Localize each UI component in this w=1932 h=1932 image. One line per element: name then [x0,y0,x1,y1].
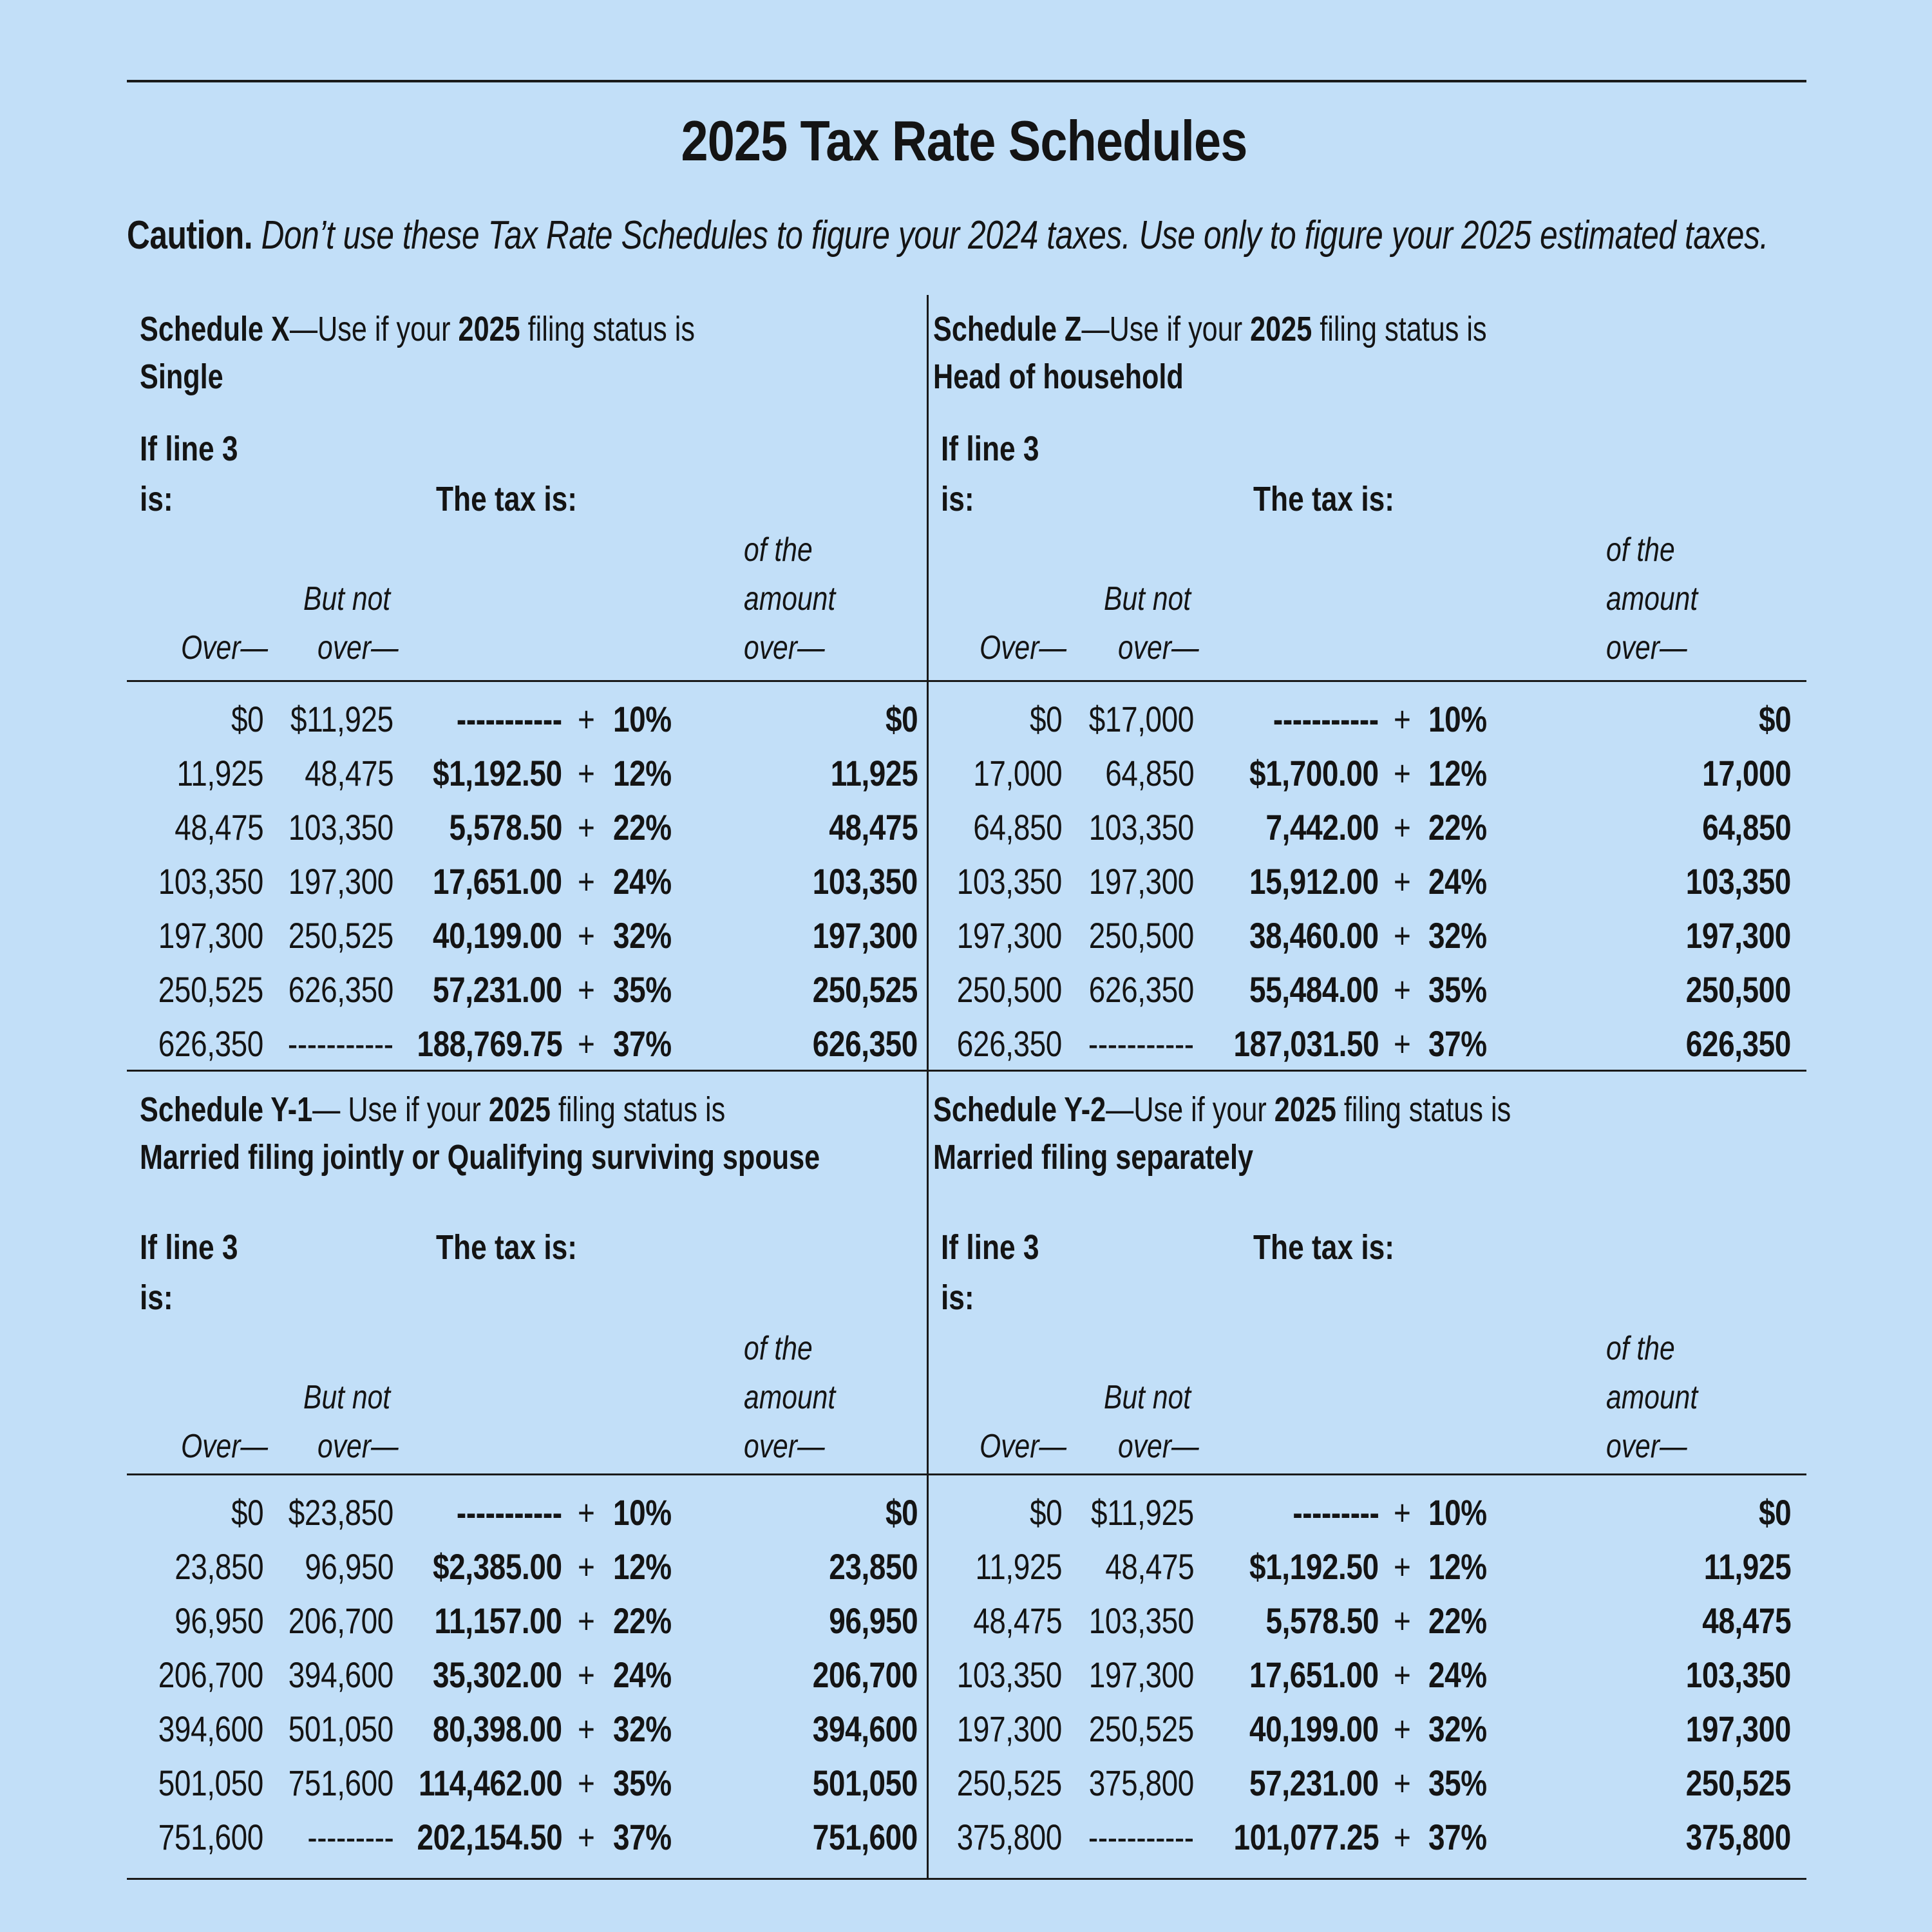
cell-base-tax: 7,442.00 [1265,807,1379,848]
cell-of-amount-over: 501,050 [812,1763,918,1803]
cell-base-tax: $1,700.00 [1249,753,1379,793]
table-row [929,1600,1806,1651]
cell-of-amount-over: 250,525 [812,969,918,1010]
cell-plus: + [1394,1654,1411,1695]
is-label: is: [140,1278,173,1317]
table-row [929,1023,1806,1074]
cell-but-not-over: 501,050 [288,1709,393,1749]
cell-over: 103,350 [956,861,1062,902]
cell-but-not-over: 206,700 [288,1600,393,1641]
cell-plus: + [1394,807,1411,848]
schedule-year: 2025 [1250,310,1312,348]
cell-rate: 12% [613,753,672,793]
schedule-status-text: filing status is [1336,1090,1511,1129]
cell-but-not-over: 250,525 [288,915,393,956]
cell-of-amount-over: $0 [1758,1492,1791,1533]
cell-plus: + [578,1709,595,1749]
cell-base-tax: $1,192.50 [1249,1546,1379,1587]
table-row [929,752,1806,804]
cell-but-not-over: 250,500 [1088,915,1194,956]
cell-over: 64,850 [973,807,1062,848]
cell-of-amount-over: 394,600 [812,1709,918,1749]
cell-plus: + [1394,1763,1411,1803]
cell-plus: + [1394,1709,1411,1749]
cell-but-not-over: 626,350 [1088,969,1194,1010]
cell-over: 197,300 [956,1709,1062,1749]
cell-of-amount-over: 103,350 [1685,861,1791,902]
amount-over-label: over— [1606,629,1687,667]
tax-is-label: The tax is: [436,1228,578,1267]
schedule-dash: — [1081,310,1110,348]
schedule-year: 2025 [1274,1090,1336,1129]
cell-base-tax: ----------- [457,1492,562,1533]
table-row [929,1492,1806,1543]
cell-but-not-over: 103,350 [1088,807,1194,848]
cell-but-not-over: $23,850 [288,1492,393,1533]
amount-over-label: over— [744,629,825,667]
table-row [127,1600,927,1651]
schedule-use-text: Use if your [1109,310,1251,348]
cell-over: 197,300 [956,915,1062,956]
cell-but-not-over: 197,300 [1088,861,1194,902]
cell-base-tax: 38,460.00 [1249,915,1379,956]
table-row [127,860,927,912]
cell-of-amount-over: 626,350 [1685,1023,1791,1064]
cell-plus: + [578,861,595,902]
amount-over-label: over— [1606,1428,1687,1465]
cell-rate: 32% [613,1709,672,1749]
if-line-label: If line 3 [140,430,238,468]
table-row [929,806,1806,858]
page-title: 2025 Tax Rate Schedules [681,109,1247,173]
cell-over: 48,475 [973,1600,1062,1641]
of-the-label: of the [1606,531,1675,569]
table-row [127,1762,927,1814]
cell-over: 48,475 [175,807,263,848]
tax-is-label: The tax is: [1253,1228,1395,1267]
cell-but-not-over: 103,350 [288,807,393,848]
of-the-label: of the [744,1330,813,1367]
cell-base-tax: 188,769.75 [417,1023,562,1064]
cell-over: 394,600 [158,1709,263,1749]
cell-plus: + [1394,1817,1411,1857]
table-row [127,969,927,1020]
cell-base-tax: 55,484.00 [1249,969,1379,1010]
cell-of-amount-over: 96,950 [829,1600,918,1641]
table-row [929,860,1806,912]
cell-of-amount-over: 751,600 [812,1817,918,1857]
cell-base-tax: 57,231.00 [1249,1763,1379,1803]
cell-but-not-over: ----------- [1088,1023,1194,1064]
upper-header-rule [127,680,1806,682]
cell-rate: 35% [613,969,672,1010]
cell-rate: 10% [613,699,672,739]
cell-of-amount-over: 48,475 [1702,1600,1791,1641]
cell-of-amount-over: 250,525 [1685,1763,1791,1803]
cell-over: $0 [1029,1492,1062,1533]
is-label: is: [941,480,974,518]
cell-base-tax: 40,199.00 [433,915,562,956]
schedule-heading [933,1090,1511,1130]
cell-rate: 24% [613,861,672,902]
cell-base-tax: 15,912.00 [1249,861,1379,902]
table-row [929,1654,1806,1705]
of-the-label: of the [744,531,813,569]
cell-plus: + [1394,1492,1411,1533]
cell-base-tax: $2,385.00 [433,1546,562,1587]
cell-rate: 12% [613,1546,672,1587]
schedule-use-text: Use if your [317,310,459,348]
table-row [127,752,927,804]
cell-of-amount-over: 11,925 [1703,1546,1791,1587]
schedule-dash: — [312,1090,348,1129]
cell-over: 197,300 [158,915,263,956]
cell-over: $0 [1029,699,1062,739]
cell-over: 206,700 [158,1654,263,1695]
cell-rate: 10% [613,1492,672,1533]
cell-rate: 12% [1428,1546,1487,1587]
caution-note [127,213,1768,258]
cell-rate: 37% [613,1817,672,1857]
table-row [127,1708,927,1759]
schedule-use-text: Use if your [348,1090,489,1129]
cell-base-tax: 202,154.50 [417,1817,562,1857]
cell-of-amount-over: 206,700 [812,1654,918,1695]
filing-status: Single [140,357,223,396]
cell-plus: + [1394,1600,1411,1641]
but-not-over-label: over— [317,1428,399,1465]
table-row [127,1023,927,1074]
cell-of-amount-over: 23,850 [829,1546,918,1587]
schedule-heading [140,309,695,349]
bottom-rule [127,1878,1806,1880]
cell-over: 250,500 [956,969,1062,1010]
cell-but-not-over: $11,925 [290,699,393,739]
cell-of-amount-over: 626,350 [812,1023,918,1064]
cell-of-amount-over: 17,000 [1702,753,1791,793]
cell-plus: + [578,1763,595,1803]
schedule-dash: — [1106,1090,1134,1129]
cell-base-tax: 40,199.00 [1249,1709,1379,1749]
cell-plus: + [1394,1546,1411,1587]
cell-base-tax: 5,578.50 [1265,1600,1379,1641]
of-the-label: of the [1606,1330,1675,1367]
cell-rate: 32% [1428,1709,1487,1749]
cell-plus: + [1394,699,1411,739]
cell-over: 751,600 [158,1817,263,1857]
tax-is-label: The tax is: [1253,480,1395,518]
cell-over: 501,050 [158,1763,263,1803]
cell-base-tax: 187,031.50 [1233,1023,1379,1064]
amount-label: amount [744,580,836,618]
cell-plus: + [1394,915,1411,956]
cell-base-tax: 80,398.00 [433,1709,562,1749]
cell-but-not-over: 626,350 [288,969,393,1010]
cell-of-amount-over: 197,300 [1685,915,1791,956]
cell-but-not-over: 394,600 [288,1654,393,1695]
cell-plus: + [1394,753,1411,793]
cell-plus: + [578,807,595,848]
over-label: Over— [980,1428,1067,1465]
cell-of-amount-over: 197,300 [812,915,918,956]
but-not-over-label: over— [317,629,399,667]
cell-plus: + [578,1600,595,1641]
cell-but-not-over: 197,300 [1088,1654,1194,1695]
schedule-status-text: filing status is [520,310,695,348]
tax-is-label: The tax is: [436,480,578,518]
cell-of-amount-over: 103,350 [1685,1654,1791,1695]
cell-rate: 35% [1428,969,1487,1010]
cell-over: 17,000 [973,753,1062,793]
cell-plus: + [1394,861,1411,902]
cell-of-amount-over: 250,500 [1685,969,1791,1010]
cell-of-amount-over: $0 [1758,699,1791,739]
schedule-year: 2025 [488,1090,551,1129]
cell-base-tax: 101,077.25 [1233,1817,1379,1857]
top-rule [127,80,1806,82]
cell-of-amount-over: $0 [885,1492,918,1533]
cell-plus: + [578,1817,595,1857]
table-row [127,1492,927,1543]
cell-of-amount-over: 375,800 [1685,1817,1791,1857]
cell-plus: + [578,1492,595,1533]
table-row [127,914,927,966]
table-row [929,969,1806,1020]
cell-rate: 10% [1428,1492,1487,1533]
cell-over: 96,950 [175,1600,263,1641]
cell-rate: 32% [613,915,672,956]
schedule-heading [140,1090,725,1130]
cell-plus: + [578,1023,595,1064]
cell-rate: 24% [1428,861,1487,902]
cell-plus: + [1394,1023,1411,1064]
schedule-status-text: filing status is [1312,310,1487,348]
cell-rate: 37% [613,1023,672,1064]
if-line-label: If line 3 [140,1228,238,1267]
cell-rate: 35% [1428,1763,1487,1803]
cell-over: 103,350 [158,861,263,902]
but-not-label: But not [303,1379,391,1416]
cell-but-not-over: $11,925 [1091,1492,1194,1533]
is-label: is: [140,480,173,518]
schedule-name: Schedule Y-1 [140,1090,313,1129]
if-line-label: If line 3 [941,430,1039,468]
cell-but-not-over: 751,600 [288,1763,393,1803]
filing-status: Head of household [933,357,1184,396]
cell-rate: 24% [1428,1654,1487,1695]
over-label: Over— [181,629,269,667]
cell-base-tax: 5,578.50 [449,807,562,848]
cell-over: 11,925 [176,753,263,793]
cell-over: 11,925 [975,1546,1062,1587]
cell-rate: 22% [1428,1600,1487,1641]
amount-label: amount [1606,1379,1698,1416]
cell-of-amount-over: 64,850 [1702,807,1791,848]
but-not-label: But not [1104,1379,1191,1416]
cell-over: $0 [231,1492,263,1533]
cell-but-not-over: 250,525 [1088,1709,1194,1749]
filing-status: Married filing jointly or Qualifying surviving spouse [140,1138,820,1177]
cell-base-tax: 114,462.00 [418,1763,562,1803]
table-row [929,698,1806,750]
table-row [929,1546,1806,1597]
but-not-label: But not [1104,580,1191,618]
but-not-label: But not [303,580,391,618]
cell-rate: 22% [613,807,672,848]
table-row [929,1816,1806,1868]
schedule-heading [933,309,1487,349]
cell-base-tax: ----------- [1273,699,1379,739]
cell-rate: 12% [1428,753,1487,793]
schedule-name: Schedule Y-2 [933,1090,1106,1129]
table-row [127,1816,927,1868]
schedule-use-text: Use if your [1133,1090,1274,1129]
cell-plus: + [1394,969,1411,1010]
amount-label: amount [1606,580,1698,618]
cell-plus: + [578,915,595,956]
cell-plus: + [578,699,595,739]
cell-over: 250,525 [956,1763,1062,1803]
cell-of-amount-over: 197,300 [1685,1709,1791,1749]
schedule-name: Schedule Z [933,310,1082,348]
cell-base-tax: --------- [1293,1492,1379,1533]
but-not-over-label: over— [1118,1428,1199,1465]
schedule-name: Schedule X [140,310,290,348]
cell-base-tax: 17,651.00 [1249,1654,1379,1695]
if-line-label: If line 3 [941,1228,1039,1267]
cell-over: 23,850 [175,1546,263,1587]
table-row [127,698,927,750]
caution-label: Caution. [127,213,253,258]
cell-but-not-over: 375,800 [1088,1763,1194,1803]
cell-base-tax: 17,651.00 [433,861,562,902]
cell-of-amount-over: 103,350 [812,861,918,902]
cell-of-amount-over: $0 [885,699,918,739]
amount-label: amount [744,1379,836,1416]
cell-rate: 22% [1428,807,1487,848]
cell-rate: 37% [1428,1023,1487,1064]
cell-over: 103,350 [956,1654,1062,1695]
table-row [929,1708,1806,1759]
cell-but-not-over: 64,850 [1105,753,1194,793]
over-label: Over— [181,1428,269,1465]
cell-over: 626,350 [158,1023,263,1064]
table-row [127,1546,927,1597]
cell-plus: + [578,1546,595,1587]
is-label: is: [941,1278,974,1317]
cell-but-not-over: 48,475 [1105,1546,1194,1587]
cell-but-not-over: $17,000 [1088,699,1194,739]
cell-over: $0 [231,699,263,739]
cell-but-not-over: ----------- [1088,1817,1194,1857]
cell-base-tax: ----------- [457,699,562,739]
cell-of-amount-over: 11,925 [830,753,918,793]
cell-base-tax: 11,157.00 [434,1600,562,1641]
cell-rate: 35% [613,1763,672,1803]
schedule-year: 2025 [458,310,520,348]
filing-status: Married filing separately [933,1138,1253,1177]
cell-plus: + [578,753,595,793]
cell-but-not-over: 48,475 [305,753,393,793]
cell-rate: 32% [1428,915,1487,956]
cell-rate: 37% [1428,1817,1487,1857]
cell-base-tax: 35,302.00 [433,1654,562,1695]
cell-but-not-over: 197,300 [288,861,393,902]
cell-base-tax: $1,192.50 [433,753,562,793]
cell-rate: 10% [1428,699,1487,739]
cell-but-not-over: ----------- [288,1023,393,1064]
over-label: Over— [980,629,1067,667]
cell-plus: + [578,1654,595,1695]
cell-over: 375,800 [956,1817,1062,1857]
caution-text: Don’t use these Tax Rate Schedules to figure your 2024 taxes. Use only to figure your 2025 estimated taxes. [261,213,1768,258]
table-row [127,806,927,858]
cell-plus: + [578,969,595,1010]
but-not-over-label: over— [1118,629,1199,667]
cell-over: 250,525 [158,969,263,1010]
cell-but-not-over: 96,950 [305,1546,393,1587]
cell-of-amount-over: 48,475 [829,807,918,848]
cell-base-tax: 57,231.00 [433,969,562,1010]
table-row [127,1654,927,1705]
cell-rate: 22% [613,1600,672,1641]
cell-rate: 24% [613,1654,672,1695]
cell-over: 626,350 [956,1023,1062,1064]
table-row [929,914,1806,966]
cell-but-not-over: 103,350 [1088,1600,1194,1641]
amount-over-label: over— [744,1428,825,1465]
cell-but-not-over: --------- [307,1817,393,1857]
lower-header-rule [127,1473,1806,1475]
schedule-dash: — [289,310,318,348]
schedule-status-text: filing status is [550,1090,726,1129]
table-row [929,1762,1806,1814]
